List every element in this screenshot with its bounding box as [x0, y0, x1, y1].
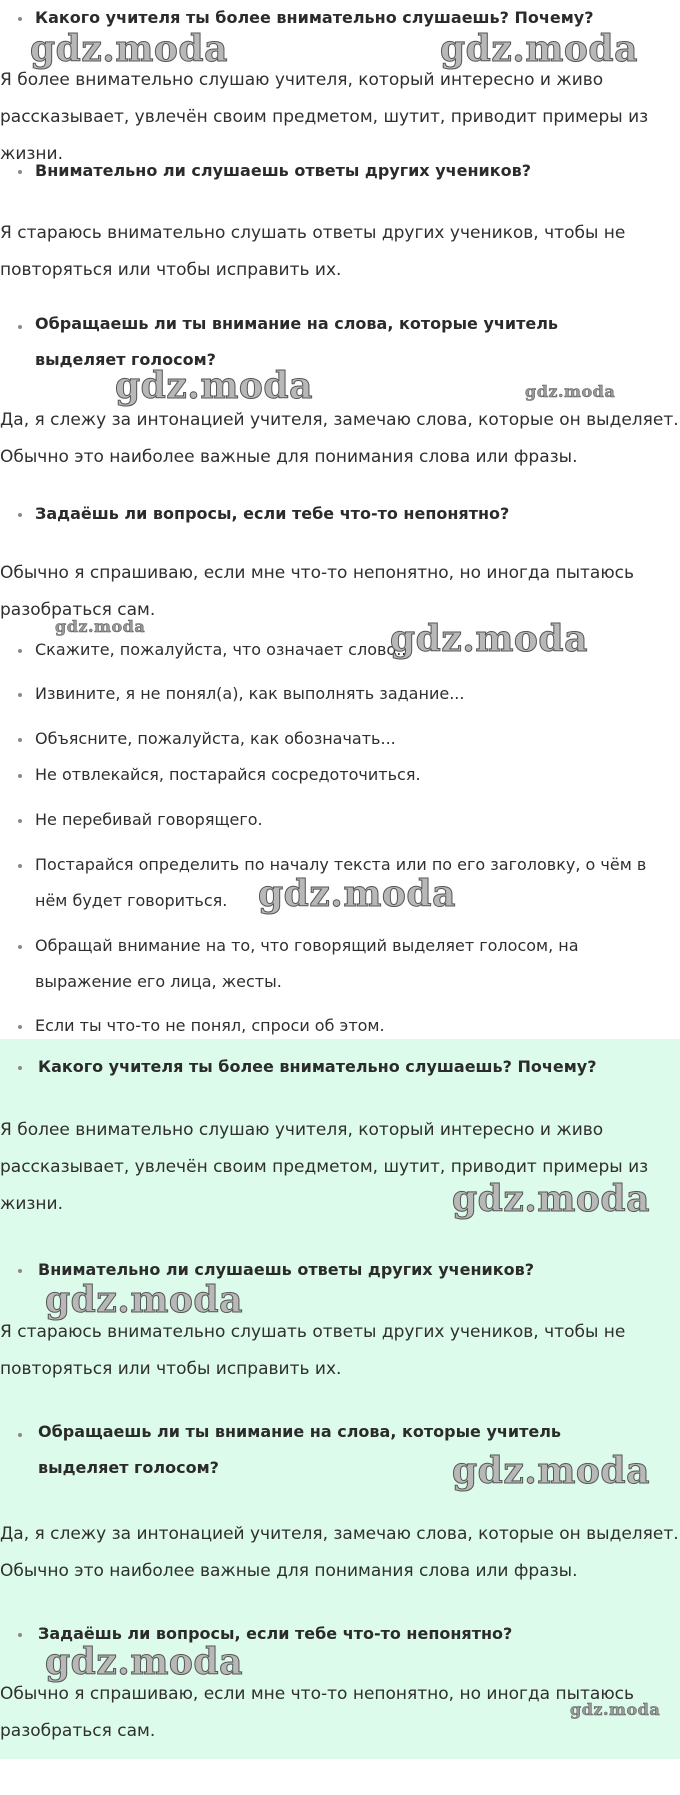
- watermark-logo: gdz.moda: [55, 617, 146, 636]
- question-2: Внимательно ли слушаешь ответы других учеников?: [35, 161, 531, 180]
- question-4: Задаёшь ли вопросы, если тебе что-то непонятно?: [35, 504, 510, 523]
- bullet-dot: [18, 738, 22, 742]
- answer-3: Да, я слежу за интонацией учителя, замечаю слова, которые он выделяет. Обычно это наиболее важные для понимания слова или фразы.: [0, 1524, 679, 1581]
- question-1: Какого учителя ты более внимательно слушаешь? Почему?: [35, 8, 594, 27]
- answer-1: Я более внимательно слушаю учителя, который интересно и живо рассказывает, увлечён своим предметом, шутит, приводит примеры из жизни.: [0, 1120, 649, 1214]
- bullet-dot: [18, 170, 22, 174]
- answer-4: Обычно я спрашиваю, если мне что-то непонятно, но иногда пытаюсь разобраться сам.: [0, 1684, 635, 1741]
- bullet-dot: [18, 649, 22, 653]
- question-3: Обращаешь ли ты внимание на слова, которые учитель выделяет голосом?: [35, 314, 559, 369]
- bullet-dot: [18, 325, 22, 329]
- answer-2: Я стараюсь внимательно слушать ответы других учеников, чтобы не повторяться или чтобы исправить их.: [0, 223, 626, 280]
- bullet-dot: [18, 864, 22, 868]
- watermark-logo: gdz.moda: [452, 1178, 650, 1220]
- answer-3: Да, я слежу за интонацией учителя, замечаю слова, которые он выделяет. Обычно это наиболее важные для понимания слова или фразы.: [0, 410, 679, 467]
- tip-item: Извините, я не понял(а), как выполнять задание...: [35, 684, 465, 703]
- bullet-dot: [18, 693, 22, 697]
- tip-item: Объясните, пожалуйста, как обозначать...: [35, 729, 396, 748]
- tip-item: Не отвлекайся, постарайся сосредоточиться.: [35, 765, 421, 784]
- watermark-logo: gdz.moda: [452, 1450, 650, 1492]
- bullet-dot: [18, 1433, 22, 1437]
- bullet-dot: [18, 1269, 22, 1273]
- question-1: Какого учителя ты более внимательно слушаешь? Почему?: [38, 1057, 597, 1076]
- question-2: Внимательно ли слушаешь ответы других учеников?: [38, 1260, 534, 1279]
- tip-item: Постарайся определить по началу текста или по его заголовку, о чём в нём будет говориться.: [35, 855, 647, 910]
- bullet-dot: [18, 17, 22, 21]
- watermark-logo: gdz.moda: [525, 382, 616, 401]
- bullet-dot: [18, 774, 22, 778]
- bullet-dot: [18, 819, 22, 823]
- tip-item: Если ты что-то не понял, спроси об этом.: [35, 1016, 385, 1035]
- bullet-dot: [18, 945, 22, 949]
- watermark-logo: gdz.moda: [30, 28, 228, 70]
- bullet-dot: [18, 1066, 22, 1070]
- watermark-logo: gdz.moda: [440, 28, 638, 70]
- question-4: Задаёшь ли вопросы, если тебе что-то непонятно?: [38, 1624, 513, 1643]
- question-3: Обращаешь ли ты внимание на слова, которые учитель выделяет голосом?: [38, 1422, 562, 1477]
- tip-item: Скажите, пожалуйста, что означает слово...: [35, 640, 412, 659]
- watermark-logo: gdz.moda: [115, 365, 313, 407]
- watermark-logo: gdz.moda: [390, 618, 588, 660]
- tip-item: Не перебивай говорящего.: [35, 810, 263, 829]
- bullet-dot: [18, 1633, 22, 1637]
- answer-1: Я более внимательно слушаю учителя, который интересно и живо рассказывает, увлечён своим предметом, шутит, приводит примеры из жизни.: [0, 70, 649, 164]
- watermark-logo: gdz.moda: [570, 1700, 661, 1719]
- watermark-logo: gdz.moda: [258, 873, 456, 915]
- watermark-logo: gdz.moda: [45, 1641, 243, 1683]
- answer-2: Я стараюсь внимательно слушать ответы других учеников, чтобы не повторяться или чтобы исправить их.: [0, 1322, 626, 1379]
- tip-item: Обращай внимание на то, что говорящий выделяет голосом, на выражение его лица, жесты.: [35, 936, 579, 991]
- bullet-dot: [18, 1025, 22, 1029]
- bullet-dot: [18, 513, 22, 517]
- answer-4: Обычно я спрашиваю, если мне что-то непонятно, но иногда пытаюсь разобраться сам.: [0, 563, 635, 620]
- watermark-logo: gdz.moda: [45, 1279, 243, 1321]
